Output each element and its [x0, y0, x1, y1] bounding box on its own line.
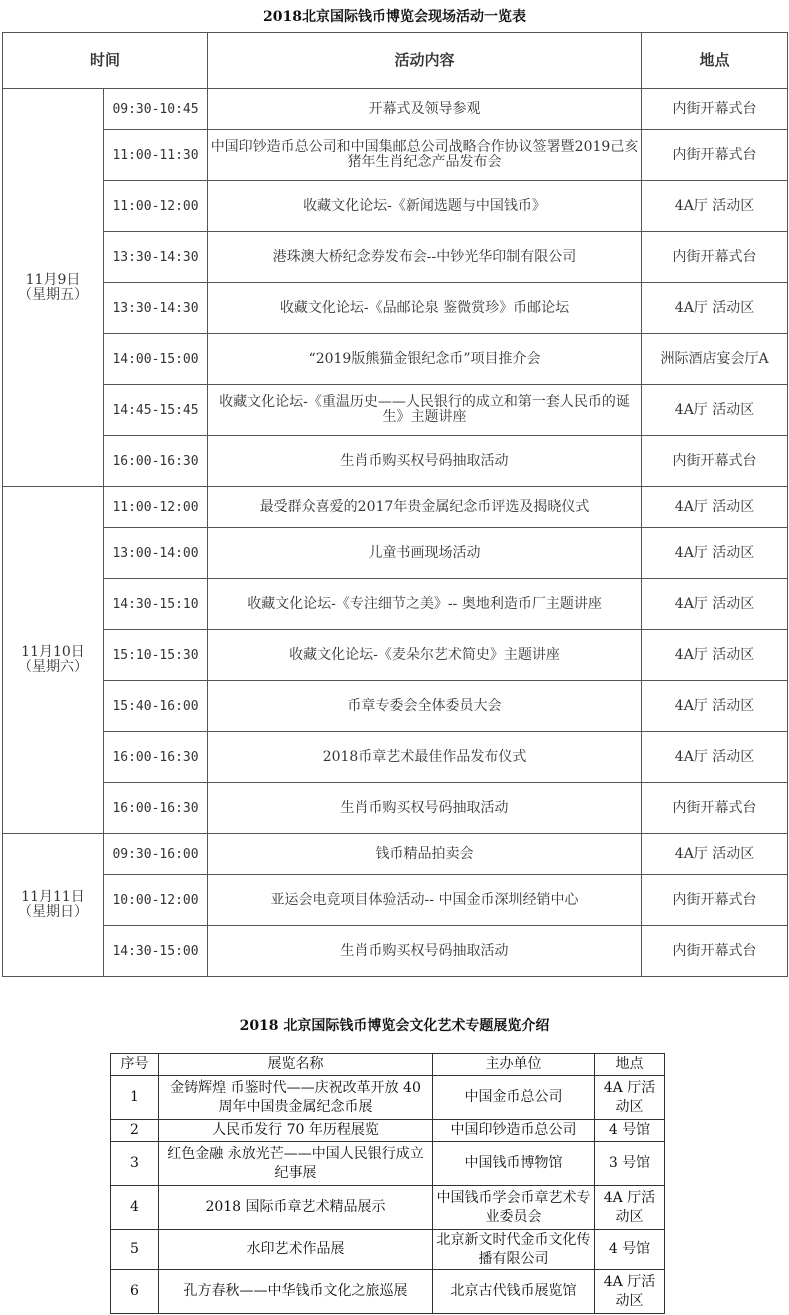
time-cell: 09:30-10:45	[104, 89, 208, 130]
schedule-table	[2, 32, 788, 977]
place-cell: 内街开幕式台	[642, 926, 788, 977]
exhibition-no: 3	[111, 1142, 159, 1186]
day-date: 11月10日	[21, 644, 85, 660]
place-cell: 4A厅 活动区	[642, 681, 788, 732]
activity-cell: 钱币精品拍卖会	[208, 834, 642, 875]
header-no: 序号	[111, 1054, 159, 1076]
exhibition-venue: 3 号馆	[595, 1142, 665, 1186]
exhibition-name: 红色金融 永放光芒——中国人民银行成立纪事展	[159, 1142, 433, 1186]
day-date: 11月11日	[21, 889, 85, 905]
schedule-row	[3, 579, 788, 630]
place-cell: 4A厅 活动区	[642, 834, 788, 875]
time-cell: 14:30-15:10	[104, 579, 208, 630]
schedule-row	[3, 681, 788, 732]
activity-cell: 中国印钞造币总公司和中国集邮总公司战略合作协议签署暨2019己亥猪年生肖纪念产品发布会	[208, 130, 642, 181]
time-cell: 14:00-15:00	[104, 334, 208, 385]
activity-cell: 收藏文化论坛-《重温历史——人民银行的成立和第一套人民币的诞生》主题讲座	[208, 385, 642, 436]
time-cell: 16:00-16:30	[104, 783, 208, 834]
exhibition-row	[111, 1142, 665, 1186]
exhibition-name: 人民币发行 70 年历程展览	[159, 1120, 433, 1142]
place-cell: 内街开幕式台	[642, 130, 788, 181]
schedule-row	[3, 732, 788, 783]
schedule-row	[3, 783, 788, 834]
schedule-row	[3, 834, 788, 875]
schedule-row	[3, 630, 788, 681]
day-cell	[3, 487, 104, 834]
exhibition-organizer: 中国钱币学会币章艺术专业委员会	[433, 1186, 595, 1230]
exhibition-organizer: 中国印钞造币总公司	[433, 1120, 595, 1142]
time-cell: 15:10-15:30	[104, 630, 208, 681]
exhibition-venue: 4 号馆	[595, 1230, 665, 1270]
schedule-row	[3, 334, 788, 385]
activity-cell: 亚运会电竞项目体验活动-- 中国金币深圳经销中心	[208, 875, 642, 926]
exhibitions-title: 2018 北京国际钱币博览会文化艺术专题展览介绍	[239, 1018, 550, 1034]
exhibition-organizer: 中国钱币博物馆	[433, 1142, 595, 1186]
day-weekday: （星期六）	[18, 659, 88, 675]
exhibition-venue: 4 号馆	[595, 1120, 665, 1142]
time-cell: 15:40-16:00	[104, 681, 208, 732]
time-cell: 14:30-15:00	[104, 926, 208, 977]
activity-cell: 儿童书画现场活动	[208, 528, 642, 579]
exhibition-row	[111, 1120, 665, 1142]
place-cell: 4A厅 活动区	[642, 630, 788, 681]
time-cell: 09:30-16:00	[104, 834, 208, 875]
place-cell: 内街开幕式台	[642, 436, 788, 487]
exhibition-row	[111, 1230, 665, 1270]
schedule-row	[3, 385, 788, 436]
exhibition-name: 孔方春秋——中华钱币文化之旅巡展	[159, 1270, 433, 1314]
place-cell: 内街开幕式台	[642, 89, 788, 130]
time-cell: 14:45-15:45	[104, 385, 208, 436]
schedule-row	[3, 89, 788, 130]
header-time: 时间	[3, 33, 208, 89]
header-name: 展览名称	[159, 1054, 433, 1076]
activity-cell: 收藏文化论坛-《麦朵尔艺术简史》主题讲座	[208, 630, 642, 681]
activity-cell: 生肖币购买权号码抽取活动	[208, 436, 642, 487]
exhibition-organizer: 中国金币总公司	[433, 1076, 595, 1120]
place-cell: 内街开幕式台	[642, 783, 788, 834]
schedule-row	[3, 487, 788, 528]
schedule-row	[3, 283, 788, 334]
day-cell	[3, 89, 104, 487]
schedule-row	[3, 232, 788, 283]
header-content: 活动内容	[208, 33, 642, 89]
header-venue: 地点	[595, 1054, 665, 1076]
activity-cell: 最受群众喜爱的2017年贵金属纪念币评选及揭晓仪式	[208, 487, 642, 528]
activity-cell: 收藏文化论坛-《品邮论泉 鉴微赏珍》币邮论坛	[208, 283, 642, 334]
place-cell: 4A厅 活动区	[642, 579, 788, 630]
exhibition-name: 水印艺术作品展	[159, 1230, 433, 1270]
place-cell: 洲际酒店宴会厅A	[642, 334, 788, 385]
day-date: 11月9日	[25, 271, 81, 288]
schedule-row	[3, 181, 788, 232]
header-org: 主办单位	[433, 1054, 595, 1076]
time-cell: 11:00-12:00	[104, 181, 208, 232]
exhibition-no: 4	[111, 1186, 159, 1230]
place-cell: 4A厅 活动区	[642, 732, 788, 783]
place-cell: 内街开幕式台	[642, 875, 788, 926]
schedule-row	[3, 436, 788, 487]
activity-cell: 港珠澳大桥纪念券发布会--中钞光华印制有限公司	[208, 232, 642, 283]
place-cell: 4A厅 活动区	[642, 283, 788, 334]
time-cell: 13:30-14:30	[104, 232, 208, 283]
place-cell: 内街开幕式台	[642, 232, 788, 283]
time-cell: 13:00-14:00	[104, 528, 208, 579]
schedule-row	[3, 528, 788, 579]
exhibition-no: 6	[111, 1270, 159, 1314]
exhibition-name: 2018 国际币章艺术精品展示	[159, 1186, 433, 1230]
exhibition-name: 金铸辉煌 币鉴时代——庆祝改革开放 40 周年中国贵金属纪念币展	[159, 1076, 433, 1120]
exhibition-venue: 4A 厅活动区	[595, 1076, 665, 1120]
schedule-header-row	[3, 33, 788, 89]
exhibition-organizer: 北京新文时代金币文化传播有限公司	[433, 1230, 595, 1270]
schedule-row	[3, 875, 788, 926]
place-cell: 4A厅 活动区	[642, 528, 788, 579]
time-cell: 11:00-11:30	[104, 130, 208, 181]
activity-cell: “2019版熊猫金银纪念币”项目推介会	[208, 334, 642, 385]
place-cell: 4A厅 活动区	[642, 385, 788, 436]
day-cell	[3, 834, 104, 977]
exhibition-row	[111, 1186, 665, 1230]
time-cell: 10:00-12:00	[104, 875, 208, 926]
activity-cell: 开幕式及领导参观	[208, 89, 642, 130]
activity-cell: 币章专委会全体委员大会	[208, 681, 642, 732]
schedule-row	[3, 926, 788, 977]
schedule-title: 2018北京国际钱币博览会现场活动一览表	[263, 9, 526, 25]
header-place: 地点	[642, 33, 788, 89]
exhibition-no: 2	[111, 1120, 159, 1142]
exhibition-no: 5	[111, 1230, 159, 1270]
exhibition-row	[111, 1076, 665, 1120]
place-cell: 4A厅 活动区	[642, 487, 788, 528]
activity-cell: 生肖币购买权号码抽取活动	[208, 926, 642, 977]
activity-cell: 收藏文化论坛-《新闻选题与中国钱币》	[208, 181, 642, 232]
day-weekday: （星期日）	[18, 904, 88, 920]
day-weekday: （星期五）	[18, 286, 88, 303]
exhibition-organizer: 北京古代钱币展览馆	[433, 1270, 595, 1314]
exhibition-row	[111, 1270, 665, 1314]
time-cell: 13:30-14:30	[104, 283, 208, 334]
place-cell: 4A厅 活动区	[642, 181, 788, 232]
exhibition-venue: 4A 厅活动区	[595, 1270, 665, 1314]
time-cell: 11:00-12:00	[104, 487, 208, 528]
time-cell: 16:00-16:30	[104, 732, 208, 783]
exhibitions-header-row	[111, 1054, 665, 1076]
activity-cell: 2018币章艺术最佳作品发布仪式	[208, 732, 642, 783]
time-cell: 16:00-16:30	[104, 436, 208, 487]
activity-cell: 收藏文化论坛-《专注细节之美》-- 奥地利造币厂主题讲座	[208, 579, 642, 630]
schedule-row	[3, 130, 788, 181]
exhibitions-table	[110, 1053, 665, 1314]
activity-cell: 生肖币购买权号码抽取活动	[208, 783, 642, 834]
exhibition-no: 1	[111, 1076, 159, 1120]
exhibition-venue: 4A 厅活动区	[595, 1186, 665, 1230]
